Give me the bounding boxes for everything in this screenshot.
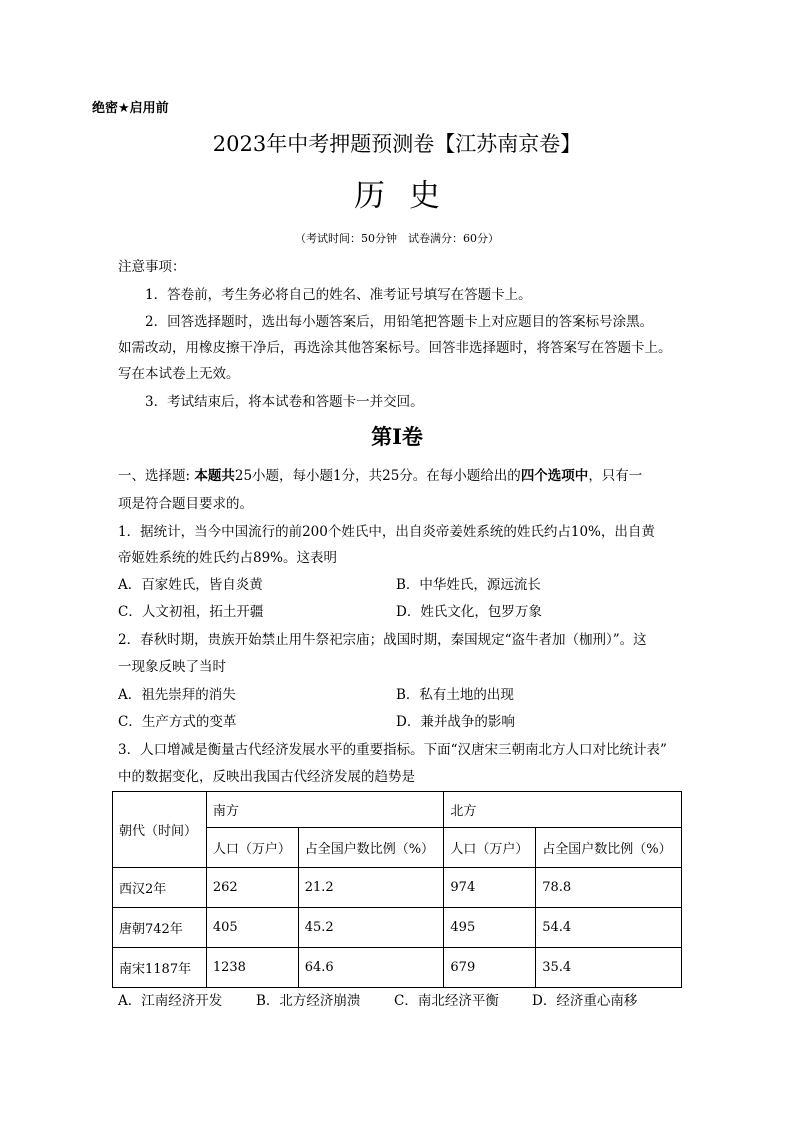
table-header-north: 北方 (444, 792, 682, 828)
question-stem: 中的数据变化，反映出我国古代经济发展的趋势是 (118, 769, 415, 785)
notice-item: 3．考试结束后，将本试卷和答题卡一并交回。 (145, 394, 424, 410)
answer-option: D．经济重心南移 (532, 993, 638, 1009)
table-cell: 679 (444, 948, 536, 988)
exam-info: （考试时间：50分钟 试卷满分：60分） (295, 232, 499, 245)
table-cell: 78.8 (536, 868, 682, 908)
answer-option: C．人文初祖，拓土开疆 (118, 604, 264, 620)
table-cell: 974 (444, 868, 536, 908)
table-cell: 262 (206, 868, 298, 908)
table-cell: 405 (206, 908, 298, 948)
table-row (113, 868, 682, 908)
table-subheader: 占全国户数比例（%） (536, 828, 682, 868)
question-stem: 1．据统计，当今中国流行的前200个姓氏中，出自炎帝姜姓系统的姓氏约占10%，出自黄 (118, 524, 655, 540)
table-row (113, 908, 682, 948)
table-cell: 1238 (206, 948, 298, 988)
section-instruction-line2: 项是符合题目要求的。 (118, 496, 253, 512)
table-row (113, 948, 682, 988)
notice-item: 写在本试卷上无效。 (118, 366, 240, 382)
notice-item: 1．答卷前，考生务必将自己的姓名、准考证号填写在答题卡上。 (145, 287, 532, 303)
table-cell: 南宋1187年 (113, 948, 207, 988)
table-cell: 21.2 (298, 868, 444, 908)
answer-option: C．生产方式的变革 (118, 714, 237, 730)
table-cell: 495 (444, 908, 536, 948)
notice-item: 2．回答选择题时，选出每小题答案后，用铅笔把答题卡上对应题目的答案标号涂黑。 (145, 314, 654, 330)
table-subheader: 占全国户数比例（%） (298, 828, 444, 868)
question-stem: 3．人口增减是衡量古代经济发展水平的重要指标。下面“汉唐宋三朝南北方人口对比统计表” (118, 742, 667, 758)
answer-option: A．祖先崇拜的消失 (118, 687, 236, 703)
notice-item: 如需改动，用橡皮擦干净后，再选涂其他答案标号。回答非选择题时，将答案写在答题卡上。 (118, 340, 672, 356)
question-stem: 2．春秋时期，贵族开始禁止用牛祭祀宗庙；战国时期，秦国规定“盗牛者加（枷刑）”。这 (118, 632, 647, 648)
answer-options-row (118, 989, 637, 1009)
population-table (112, 791, 682, 988)
answer-option: C．南北经济平衡 (394, 993, 499, 1009)
answer-option: D．姓氏文化，包罗万象 (396, 604, 542, 620)
question-stem: 一现象反映了当时 (118, 659, 226, 675)
table-subheader: 人口（万户） (444, 828, 536, 868)
table-cell: 45.2 (298, 908, 444, 948)
table-corner-header: 朝代（时间） (113, 792, 207, 868)
section-bold: 本题共 (194, 468, 235, 484)
volume-heading: 第Ⅰ卷 (371, 424, 423, 449)
table-header-south: 南方 (206, 792, 444, 828)
answer-option: A．江南经济开发 (118, 993, 223, 1009)
table-cell: 54.4 (536, 908, 682, 948)
table-cell: 西汉2年 (113, 868, 207, 908)
question-stem: 帝姬姓系统的姓氏约占89%。这表明 (118, 550, 338, 566)
section-bold: 四个选项中 (520, 468, 589, 484)
notice-heading: 注意事项： (118, 259, 186, 275)
answer-option: B．中华姓氏，源远流长 (396, 577, 541, 593)
subject-title: 历史 (354, 178, 464, 214)
section-text: ，只有一 (588, 468, 643, 484)
table-cell: 64.6 (298, 948, 444, 988)
answer-option: D．兼并战争的影响 (396, 714, 515, 730)
section-instruction (118, 464, 642, 484)
section-text: 25小题，每小题1分，共25分。在每小题给出的 (234, 468, 521, 484)
section-prefix: 一、选择题: (118, 468, 191, 484)
confidential-label: 绝密★启用前 (92, 101, 169, 116)
table-cell: 35.4 (536, 948, 682, 988)
answer-option: B．私有土地的出现 (396, 687, 514, 703)
answer-option: A．百家姓氏，皆自炎黄 (118, 577, 263, 593)
table-subheader: 人口（万户） (206, 828, 298, 868)
table-cell: 唐朝742年 (113, 908, 207, 948)
exam-title: 2023年中考押题预测卷【江苏南京卷】 (212, 132, 582, 156)
answer-option: B．北方经济崩溃 (256, 993, 361, 1009)
